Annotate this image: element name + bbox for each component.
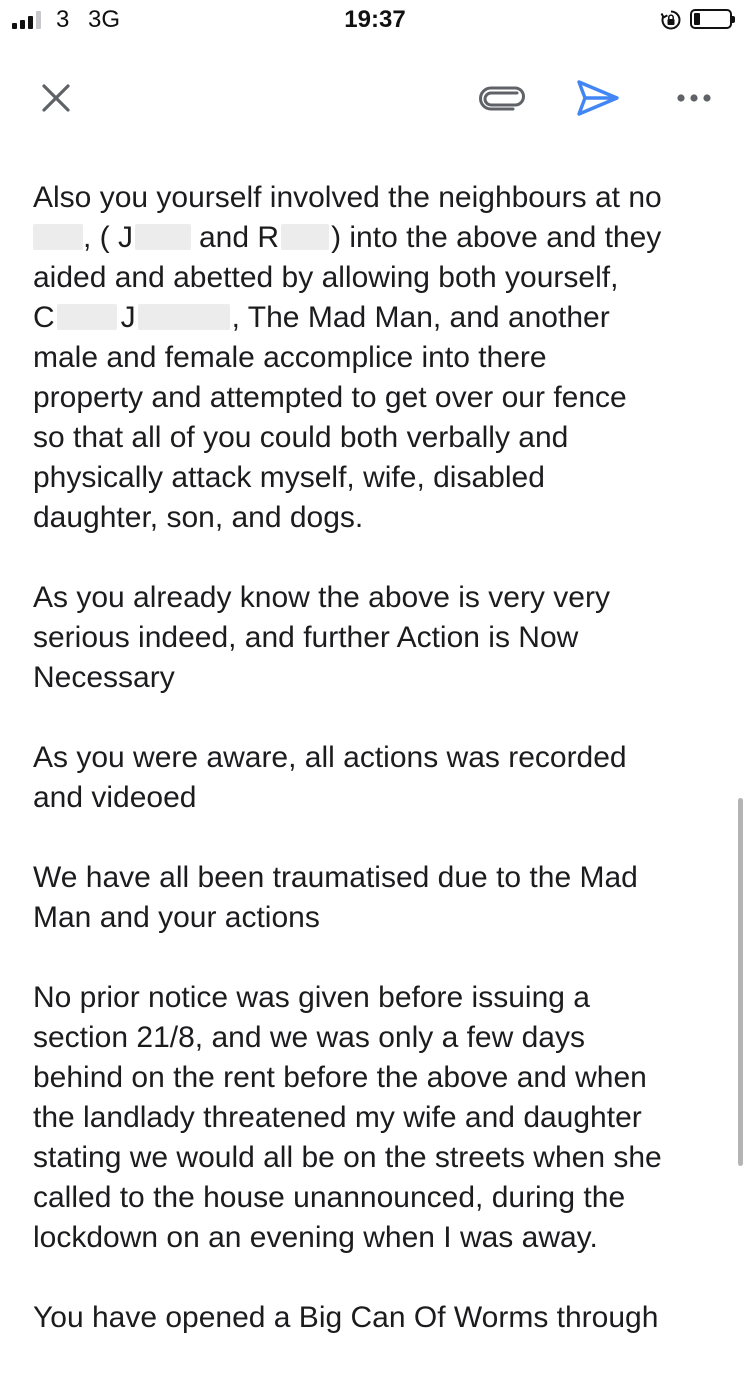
message-line: male and female accomplice into there xyxy=(33,341,547,374)
redacted-block xyxy=(138,304,230,330)
redacted-block xyxy=(135,224,191,250)
message-line: the landlady threatened my wife and daughter xyxy=(33,1101,642,1134)
more-options-button[interactable] xyxy=(664,72,724,124)
battery-icon xyxy=(690,9,732,29)
paperclip-icon xyxy=(479,85,525,111)
network-type: 3G xyxy=(88,6,121,33)
message-line: aided and abetted by allowing both yourself, xyxy=(33,261,619,294)
message-line: section 21/8, and we was only a few days xyxy=(33,1021,585,1054)
message-line: No prior notice was given before issuing a xyxy=(33,981,590,1014)
message-body[interactable] xyxy=(33,178,733,1378)
message-line: property and attempted to get over our fence xyxy=(33,381,627,414)
scrollbar[interactable] xyxy=(738,798,743,1166)
message-line: C J , The Mad Man, and another xyxy=(33,301,610,334)
redacted-block xyxy=(33,224,83,250)
more-icon xyxy=(676,93,712,103)
attach-button[interactable] xyxy=(472,72,532,124)
close-button[interactable] xyxy=(30,72,82,124)
message-line: You have opened a Big Can Of Worms through xyxy=(33,1301,659,1334)
message-line: called to the house unannounced, during the xyxy=(33,1181,626,1214)
message-line: , ( J and R ) into the above and they xyxy=(33,218,733,258)
message-line: We have all been traumatised due to the Mad xyxy=(33,861,638,894)
paragraph-6 xyxy=(33,1298,733,1338)
orientation-lock-icon xyxy=(660,9,682,31)
carrier-name: 3 xyxy=(56,6,70,33)
status-bar xyxy=(0,0,750,40)
compose-toolbar xyxy=(0,60,750,134)
message-line: and videoed xyxy=(33,781,197,814)
message-line: behind on the rent before the above and when xyxy=(33,1061,647,1094)
paragraph-5 xyxy=(33,978,733,1258)
message-line: As you were aware, all actions was recorded xyxy=(33,741,627,774)
message-line: lockdown on an evening when I was away. xyxy=(33,1221,598,1254)
redacted-block xyxy=(57,304,117,330)
status-time: 19:37 xyxy=(344,6,406,33)
message-line: daughter, son, and dogs. xyxy=(33,501,364,534)
paragraph-4 xyxy=(33,858,733,938)
message-line: As you already know the above is very very xyxy=(33,581,610,614)
redacted-block xyxy=(281,224,329,250)
close-icon xyxy=(41,83,71,113)
message-line: serious indeed, and further Action is Now xyxy=(33,621,579,654)
message-line: Man and your actions xyxy=(33,901,320,934)
message-line: so that all of you could both verbally and xyxy=(33,421,569,454)
paragraph-1 xyxy=(33,178,733,538)
send-icon xyxy=(576,79,620,117)
message-line: Necessary xyxy=(33,661,175,694)
message-line: stating we would all be on the streets when she xyxy=(33,1141,662,1174)
paragraph-2 xyxy=(33,578,733,698)
message-line: physically attack myself, wife, disabled xyxy=(33,461,545,494)
send-button[interactable] xyxy=(568,72,628,124)
message-line: Also you yourself involved the neighbours at no xyxy=(33,181,662,214)
paragraph-3 xyxy=(33,738,733,818)
